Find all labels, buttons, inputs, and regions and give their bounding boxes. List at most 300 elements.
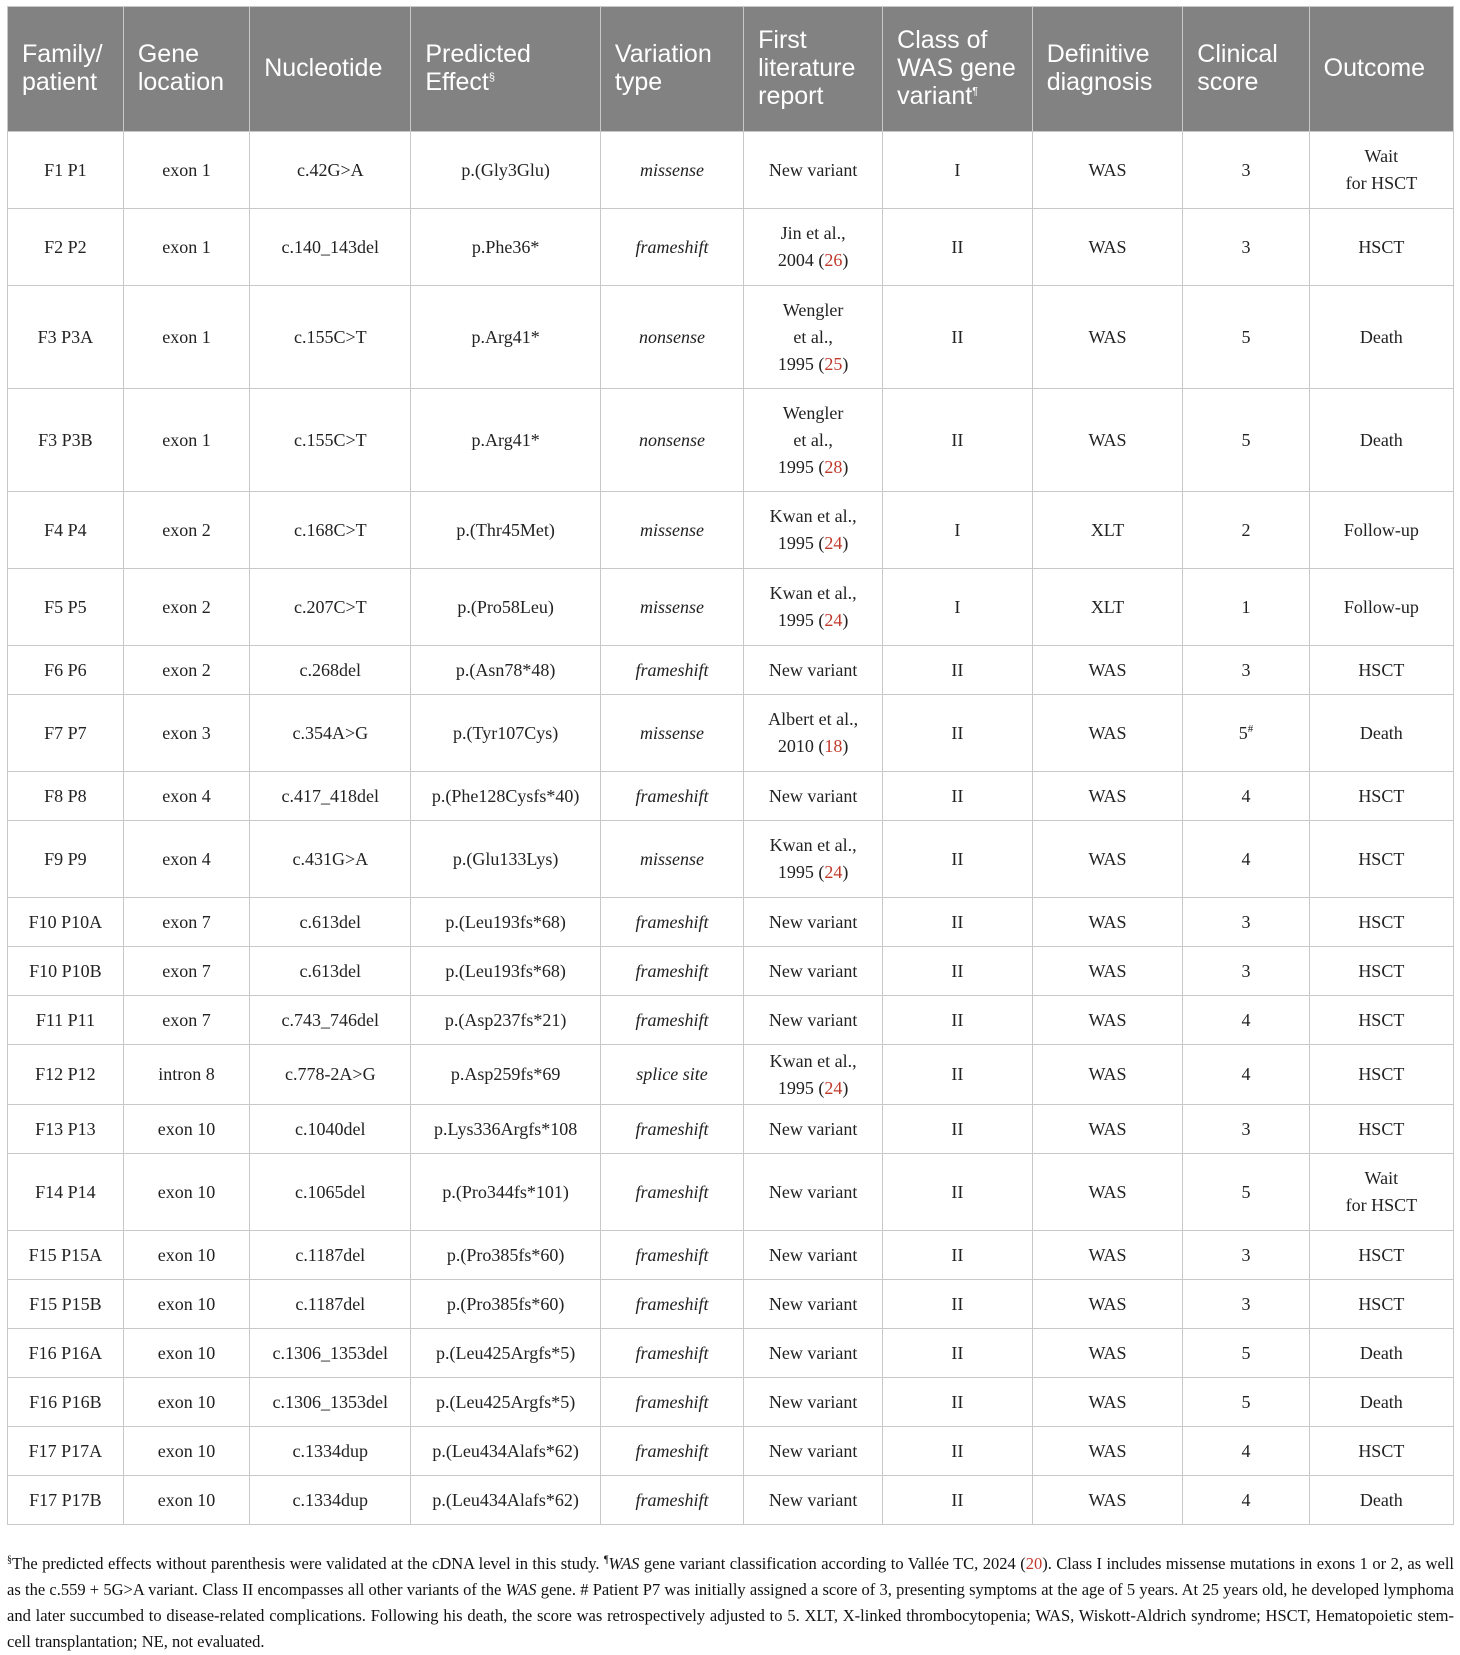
cell-patient: F2 P2 bbox=[8, 209, 124, 286]
cell-patient: F6 P6 bbox=[8, 646, 124, 695]
cell-diagnosis: WAS bbox=[1032, 1329, 1183, 1378]
cell-nucleotide: c.268del bbox=[250, 646, 411, 695]
score-value: 3 bbox=[1241, 1244, 1251, 1265]
cell-effect: p.(Leu193fs*68) bbox=[411, 947, 601, 996]
cell-class: II bbox=[883, 1280, 1033, 1329]
report-text: 1995 bbox=[777, 456, 814, 477]
cell-diagnosis: WAS bbox=[1032, 772, 1183, 821]
score-value: 5 bbox=[1241, 429, 1251, 450]
cell-class: II bbox=[883, 1105, 1033, 1154]
cell-diagnosis: WAS bbox=[1032, 1427, 1183, 1476]
cell-patient: F10 P10B bbox=[8, 947, 124, 996]
table-row bbox=[8, 1329, 1454, 1378]
cell-outcome bbox=[1309, 132, 1453, 209]
cell-class: II bbox=[883, 389, 1033, 492]
cell-outcome: HSCT bbox=[1309, 1231, 1453, 1280]
header-class bbox=[883, 7, 1033, 132]
cell-patient: F16 P16A bbox=[8, 1329, 124, 1378]
cell-effect: p.Lys336Argfs*108 bbox=[411, 1105, 601, 1154]
report-text: Jin et al., bbox=[780, 223, 846, 243]
cell-effect: p.(Tyr107Cys) bbox=[411, 695, 601, 772]
report-text: 1995 bbox=[777, 533, 814, 553]
cell-effect: p.(Leu434Alafs*62) bbox=[411, 1476, 601, 1525]
report-text: 1995 bbox=[777, 1077, 814, 1098]
cell-class: II bbox=[883, 947, 1033, 996]
score-value: 3 bbox=[1241, 1293, 1251, 1314]
header-effect-label: Predicted Effect bbox=[425, 40, 531, 96]
cell-score bbox=[1183, 1154, 1309, 1231]
table-row bbox=[8, 772, 1454, 821]
cell-effect: p.(Asn78*48) bbox=[411, 646, 601, 695]
cell-location: exon 2 bbox=[123, 646, 249, 695]
cell-outcome: Death bbox=[1309, 1476, 1453, 1525]
score-value: 4 bbox=[1241, 1440, 1251, 1461]
cell-variation-type: frameshift bbox=[600, 1154, 743, 1231]
cell-nucleotide: c.1040del bbox=[250, 1105, 411, 1154]
cell-patient: F17 P17A bbox=[8, 1427, 124, 1476]
cell-outcome: HSCT bbox=[1309, 1105, 1453, 1154]
cell-variation-type: frameshift bbox=[600, 1427, 743, 1476]
cell-patient: F5 P5 bbox=[8, 569, 124, 646]
was-variant-table bbox=[7, 6, 1454, 1525]
cell-score bbox=[1183, 1427, 1309, 1476]
cell-report: Albert et al., 2010 (18) bbox=[744, 695, 883, 772]
cell-location: exon 3 bbox=[123, 695, 249, 772]
cell-class: I bbox=[883, 492, 1033, 569]
table-row bbox=[8, 947, 1454, 996]
cell-score bbox=[1183, 569, 1309, 646]
report-text: Wengler bbox=[782, 299, 844, 320]
cell-diagnosis: WAS bbox=[1032, 389, 1183, 492]
cell-nucleotide: c.1306_1353del bbox=[250, 1378, 411, 1427]
cell-report: New variant bbox=[744, 1378, 883, 1427]
table-row bbox=[8, 389, 1454, 492]
outcome-part: Wait bbox=[1364, 1168, 1399, 1188]
cell-class: II bbox=[883, 1427, 1033, 1476]
reference-link[interactable]: 25 bbox=[824, 353, 843, 374]
table-row bbox=[8, 1378, 1454, 1427]
cell-patient: F17 P17B bbox=[8, 1476, 124, 1525]
cell-diagnosis: WAS bbox=[1032, 996, 1183, 1045]
cell-report: New variant bbox=[744, 132, 883, 209]
cell-report: Kwan et al., 1995 (24) bbox=[744, 492, 883, 569]
cell-report: New variant bbox=[744, 996, 883, 1045]
cell-location: exon 2 bbox=[123, 569, 249, 646]
table-body bbox=[8, 132, 1454, 1525]
reference-link[interactable]: 24 bbox=[824, 862, 843, 882]
cell-score bbox=[1183, 1105, 1309, 1154]
cell-report: New variant bbox=[744, 1476, 883, 1525]
cell-location: exon 4 bbox=[123, 772, 249, 821]
cell-variation-type: frameshift bbox=[600, 947, 743, 996]
cell-nucleotide: c.1334dup bbox=[250, 1427, 411, 1476]
outcome-part: Wait bbox=[1364, 146, 1399, 166]
cell-location: exon 10 bbox=[123, 1154, 249, 1231]
cell-class: II bbox=[883, 821, 1033, 898]
reference-link[interactable]: 28 bbox=[824, 456, 843, 477]
cell-patient: F13 P13 bbox=[8, 1105, 124, 1154]
footnote-text-1: The predicted effects without parenthesis were validated at the cDNA level in this study. bbox=[12, 1554, 604, 1573]
cell-outcome: HSCT bbox=[1309, 772, 1453, 821]
cell-location: exon 7 bbox=[123, 898, 249, 947]
cell-variation-type: frameshift bbox=[600, 898, 743, 947]
cell-report: Kwan et al., 1995 (24) bbox=[744, 821, 883, 898]
cell-diagnosis: WAS bbox=[1032, 821, 1183, 898]
cell-score bbox=[1183, 492, 1309, 569]
cell-patient: F15 P15A bbox=[8, 1231, 124, 1280]
cell-nucleotide: c.140_143del bbox=[250, 209, 411, 286]
cell-nucleotide: c.1065del bbox=[250, 1154, 411, 1231]
cell-class: II bbox=[883, 1329, 1033, 1378]
header-diagnosis: Definitive diagnosis bbox=[1032, 7, 1183, 132]
cell-location: exon 10 bbox=[123, 1105, 249, 1154]
cell-effect: p.(Glu133Lys) bbox=[411, 821, 601, 898]
cell-diagnosis: WAS bbox=[1032, 898, 1183, 947]
score-value: 1 bbox=[1241, 596, 1251, 617]
cell-class: I bbox=[883, 569, 1033, 646]
score-value: 4 bbox=[1241, 1489, 1251, 1510]
score-value: 3 bbox=[1241, 236, 1251, 257]
cell-effect: p.Arg41* bbox=[411, 286, 601, 389]
cell-diagnosis: XLT bbox=[1032, 492, 1183, 569]
cell-location: exon 10 bbox=[123, 1378, 249, 1427]
cell-variation-type: nonsense bbox=[600, 286, 743, 389]
cell-location: exon 10 bbox=[123, 1476, 249, 1525]
reference-link[interactable]: 26 bbox=[824, 250, 843, 270]
reference-link[interactable]: 24 bbox=[824, 1077, 843, 1098]
cell-effect: p.Phe36* bbox=[411, 209, 601, 286]
variant-table-container bbox=[7, 6, 1454, 1525]
report-text: Kwan et al., bbox=[769, 506, 857, 526]
cell-score bbox=[1183, 1378, 1309, 1427]
footnote-mark-pilcrow: ¶ bbox=[603, 1554, 609, 1566]
cell-patient: F9 P9 bbox=[8, 821, 124, 898]
cell-location: exon 10 bbox=[123, 1280, 249, 1329]
cell-effect: p.(Leu434Alafs*62) bbox=[411, 1427, 601, 1476]
cell-score bbox=[1183, 646, 1309, 695]
cell-nucleotide: c.613del bbox=[250, 947, 411, 996]
cell-report: Wengler et al., 1995 (28) bbox=[744, 389, 883, 492]
footnote-was-italic: WAS bbox=[608, 1554, 640, 1573]
cell-location: exon 1 bbox=[123, 209, 249, 286]
report-text: 2010 bbox=[777, 736, 814, 756]
table-row bbox=[8, 898, 1454, 947]
cell-score bbox=[1183, 1231, 1309, 1280]
score-value: 5 bbox=[1241, 1342, 1251, 1363]
cell-patient: F16 P16B bbox=[8, 1378, 124, 1427]
cell-class: II bbox=[883, 1378, 1033, 1427]
cell-diagnosis: WAS bbox=[1032, 1280, 1183, 1329]
cell-report: New variant bbox=[744, 1105, 883, 1154]
cell-report: New variant bbox=[744, 898, 883, 947]
footnote-text-4: gene. # Patient P7 was initially assigned a score of 3, presenting symptoms at the age of 5 years. At 25 years old, he developed lymphoma and later succumbed to disease-related complications. Following his death, the score was retrospectively adjusted to 5. XLT, X-linked thrombocytopenia; WAS, Wiskott-Aldrich syndrome; HSCT, Hematopoietic stem-cell transplantation; NE, not evaluated. bbox=[7, 1580, 1454, 1651]
cell-class: II bbox=[883, 1045, 1033, 1105]
header-effect bbox=[411, 7, 601, 132]
cell-outcome: HSCT bbox=[1309, 947, 1453, 996]
score-value: 2 bbox=[1241, 519, 1251, 540]
table-row bbox=[8, 1105, 1454, 1154]
report-text: Kwan et al., bbox=[769, 1050, 857, 1071]
cell-variation-type: missense bbox=[600, 695, 743, 772]
cell-outcome: Follow-up bbox=[1309, 569, 1453, 646]
cell-diagnosis: WAS bbox=[1032, 286, 1183, 389]
cell-patient: F15 P15B bbox=[8, 1280, 124, 1329]
score-value: 3 bbox=[1241, 911, 1251, 932]
cell-outcome: Death bbox=[1309, 1378, 1453, 1427]
score-value: 4 bbox=[1241, 1064, 1251, 1084]
cell-diagnosis: WAS bbox=[1032, 646, 1183, 695]
cell-effect: p.Asp259fs*69 bbox=[411, 1045, 601, 1105]
cell-variation-type: nonsense bbox=[600, 389, 743, 492]
cell-report: New variant bbox=[744, 772, 883, 821]
cell-effect: p.(Gly3Glu) bbox=[411, 132, 601, 209]
table-row bbox=[8, 209, 1454, 286]
footnote-was-italic-2: WAS bbox=[505, 1580, 537, 1599]
cell-outcome: HSCT bbox=[1309, 821, 1453, 898]
table-row bbox=[8, 1231, 1454, 1280]
cell-location: exon 1 bbox=[123, 132, 249, 209]
cell-variation-type: missense bbox=[600, 132, 743, 209]
cell-diagnosis: WAS bbox=[1032, 1045, 1183, 1105]
cell-effect: p.(Asp237fs*21) bbox=[411, 996, 601, 1045]
cell-class: II bbox=[883, 695, 1033, 772]
footnote-text-2: gene variant classification according to Vallée TC, 2024 ( bbox=[639, 1554, 1026, 1573]
report-text: Kwan et al., bbox=[769, 583, 857, 603]
cell-report: Kwan et al., 1995 (24) bbox=[744, 1045, 883, 1105]
cell-effect: p.(Leu425Argfs*5) bbox=[411, 1329, 601, 1378]
reference-link[interactable]: 18 bbox=[824, 736, 843, 756]
header-score: Clinical score bbox=[1183, 7, 1309, 132]
header-outcome: Outcome bbox=[1309, 7, 1453, 132]
score-value: 5 bbox=[1241, 1391, 1251, 1412]
cell-nucleotide: c.155C>T bbox=[250, 389, 411, 492]
table-row bbox=[8, 1280, 1454, 1329]
cell-outcome: Death bbox=[1309, 1329, 1453, 1378]
cell-patient: F3 P3B bbox=[8, 389, 124, 492]
cell-class: II bbox=[883, 286, 1033, 389]
cell-patient: F4 P4 bbox=[8, 492, 124, 569]
table-row bbox=[8, 132, 1454, 209]
cell-score bbox=[1183, 772, 1309, 821]
report-text: Wengler bbox=[782, 402, 844, 423]
cell-location: exon 4 bbox=[123, 821, 249, 898]
cell-diagnosis: WAS bbox=[1032, 1476, 1183, 1525]
header-row bbox=[8, 7, 1454, 132]
table-row bbox=[8, 286, 1454, 389]
cell-diagnosis: WAS bbox=[1032, 1105, 1183, 1154]
cell-patient: F3 P3A bbox=[8, 286, 124, 389]
cell-effect: p.(Leu193fs*68) bbox=[411, 898, 601, 947]
cell-score bbox=[1183, 1476, 1309, 1525]
cell-variation-type: frameshift bbox=[600, 996, 743, 1045]
cell-report: New variant bbox=[744, 947, 883, 996]
cell-score bbox=[1183, 821, 1309, 898]
header-type: Variation type bbox=[600, 7, 743, 132]
cell-report: New variant bbox=[744, 1231, 883, 1280]
cell-class: II bbox=[883, 898, 1033, 947]
cell-outcome: HSCT bbox=[1309, 898, 1453, 947]
cell-effect: p.(Pro344fs*101) bbox=[411, 1154, 601, 1231]
cell-diagnosis: WAS bbox=[1032, 132, 1183, 209]
table-row bbox=[8, 569, 1454, 646]
report-text: 1995 bbox=[777, 353, 814, 374]
cell-outcome: Death bbox=[1309, 389, 1453, 492]
cell-report: Wengler et al., 1995 (25) bbox=[744, 286, 883, 389]
cell-variation-type: splice site bbox=[600, 1045, 743, 1105]
cell-report: New variant bbox=[744, 1280, 883, 1329]
table-row bbox=[8, 821, 1454, 898]
cell-effect: p.Arg41* bbox=[411, 389, 601, 492]
cell-nucleotide: c.168C>T bbox=[250, 492, 411, 569]
cell-diagnosis: XLT bbox=[1032, 569, 1183, 646]
cell-nucleotide: c.613del bbox=[250, 898, 411, 947]
cell-outcome bbox=[1309, 1154, 1453, 1231]
score-value: 5 bbox=[1241, 1181, 1251, 1202]
table-row bbox=[8, 646, 1454, 695]
cell-location: exon 10 bbox=[123, 1329, 249, 1378]
cell-variation-type: missense bbox=[600, 569, 743, 646]
cell-score bbox=[1183, 389, 1309, 492]
cell-nucleotide: c.155C>T bbox=[250, 286, 411, 389]
header-patient: Family/ patient bbox=[8, 7, 124, 132]
cell-class: II bbox=[883, 646, 1033, 695]
cell-nucleotide: c.743_746del bbox=[250, 996, 411, 1045]
cell-variation-type: frameshift bbox=[600, 646, 743, 695]
cell-score bbox=[1183, 286, 1309, 389]
cell-variation-type: missense bbox=[600, 492, 743, 569]
cell-variation-type: frameshift bbox=[600, 209, 743, 286]
outcome-part: for HSCT bbox=[1345, 1195, 1418, 1215]
cell-report: New variant bbox=[744, 1329, 883, 1378]
cell-outcome: HSCT bbox=[1309, 1280, 1453, 1329]
cell-class: II bbox=[883, 772, 1033, 821]
cell-score bbox=[1183, 1045, 1309, 1105]
header-class-label: Class of WAS gene variant bbox=[897, 26, 1016, 110]
cell-variation-type: frameshift bbox=[600, 1280, 743, 1329]
report-text: 2004 bbox=[777, 250, 814, 270]
table-row bbox=[8, 996, 1454, 1045]
score-value: 4 bbox=[1241, 785, 1251, 806]
score-value: 5 bbox=[1241, 326, 1251, 347]
cell-outcome: Death bbox=[1309, 695, 1453, 772]
cell-score bbox=[1183, 947, 1309, 996]
cell-diagnosis: WAS bbox=[1032, 1154, 1183, 1231]
cell-variation-type: frameshift bbox=[600, 772, 743, 821]
cell-score bbox=[1183, 209, 1309, 286]
cell-diagnosis: WAS bbox=[1032, 1378, 1183, 1427]
cell-patient: F11 P11 bbox=[8, 996, 124, 1045]
report-text: et al., bbox=[793, 429, 833, 450]
cell-effect: p.(Pro385fs*60) bbox=[411, 1280, 601, 1329]
cell-class: II bbox=[883, 1476, 1033, 1525]
score-value: 3 bbox=[1241, 159, 1251, 180]
cell-patient: F10 P10A bbox=[8, 898, 124, 947]
cell-outcome: Death bbox=[1309, 286, 1453, 389]
score-footnote-mark: # bbox=[1247, 722, 1254, 735]
cell-location: exon 7 bbox=[123, 996, 249, 1045]
table-row bbox=[8, 1045, 1454, 1105]
reference-link[interactable]: 24 bbox=[824, 610, 843, 630]
cell-nucleotide: c.417_418del bbox=[250, 772, 411, 821]
table-row bbox=[8, 1476, 1454, 1525]
cell-nucleotide: c.42G>A bbox=[250, 132, 411, 209]
cell-patient: F12 P12 bbox=[8, 1045, 124, 1105]
cell-score bbox=[1183, 1329, 1309, 1378]
cell-variation-type: frameshift bbox=[600, 1105, 743, 1154]
cell-report: New variant bbox=[744, 1154, 883, 1231]
cell-class: I bbox=[883, 132, 1033, 209]
cell-diagnosis: WAS bbox=[1032, 209, 1183, 286]
cell-effect: p.(Pro385fs*60) bbox=[411, 1231, 601, 1280]
cell-report: Kwan et al., 1995 (24) bbox=[744, 569, 883, 646]
footnote-ref-link[interactable]: 20 bbox=[1025, 1554, 1043, 1573]
cell-nucleotide: c.1334dup bbox=[250, 1476, 411, 1525]
cell-location: exon 2 bbox=[123, 492, 249, 569]
cell-variation-type: frameshift bbox=[600, 1231, 743, 1280]
report-text: et al., bbox=[793, 326, 833, 347]
cell-effect: p.(Leu425Argfs*5) bbox=[411, 1378, 601, 1427]
score-value: 5 bbox=[1238, 722, 1248, 743]
cell-nucleotide: c.1187del bbox=[250, 1280, 411, 1329]
cell-score bbox=[1183, 1280, 1309, 1329]
cell-outcome: HSCT bbox=[1309, 209, 1453, 286]
cell-nucleotide: c.778-2A>G bbox=[250, 1045, 411, 1105]
cell-nucleotide: c.207C>T bbox=[250, 569, 411, 646]
cell-variation-type: missense bbox=[600, 821, 743, 898]
cell-effect: p.(Thr45Met) bbox=[411, 492, 601, 569]
cell-outcome: HSCT bbox=[1309, 996, 1453, 1045]
cell-effect: p.(Pro58Leu) bbox=[411, 569, 601, 646]
header-nucleotide: Nucleotide bbox=[250, 7, 411, 132]
reference-link[interactable]: 24 bbox=[824, 533, 843, 553]
table-row bbox=[8, 1427, 1454, 1476]
table-row bbox=[8, 695, 1454, 772]
cell-patient: F1 P1 bbox=[8, 132, 124, 209]
cell-variation-type: frameshift bbox=[600, 1329, 743, 1378]
cell-class: II bbox=[883, 996, 1033, 1045]
header-class-mark: ¶ bbox=[972, 85, 979, 98]
score-value: 3 bbox=[1241, 659, 1251, 680]
cell-score bbox=[1183, 898, 1309, 947]
cell-patient: F8 P8 bbox=[8, 772, 124, 821]
cell-report: New variant bbox=[744, 646, 883, 695]
cell-report: Jin et al., 2004 (26) bbox=[744, 209, 883, 286]
cell-effect: p.(Phe128Cysfs*40) bbox=[411, 772, 601, 821]
score-value: 4 bbox=[1241, 1009, 1251, 1030]
score-value: 4 bbox=[1241, 848, 1251, 869]
cell-score bbox=[1183, 996, 1309, 1045]
cell-nucleotide: c.1187del bbox=[250, 1231, 411, 1280]
score-value: 3 bbox=[1241, 960, 1251, 981]
cell-report: New variant bbox=[744, 1427, 883, 1476]
cell-nucleotide: c.431G>A bbox=[250, 821, 411, 898]
cell-patient: F14 P14 bbox=[8, 1154, 124, 1231]
footnote-mark-section: § bbox=[7, 1554, 12, 1566]
cell-variation-type: frameshift bbox=[600, 1378, 743, 1427]
cell-location: exon 10 bbox=[123, 1231, 249, 1280]
header-effect-mark: § bbox=[488, 71, 495, 84]
cell-location: exon 1 bbox=[123, 389, 249, 492]
cell-nucleotide: c.1306_1353del bbox=[250, 1329, 411, 1378]
header-location: Gene location bbox=[123, 7, 249, 132]
cell-location: exon 7 bbox=[123, 947, 249, 996]
cell-location: exon 10 bbox=[123, 1427, 249, 1476]
footnote-text-3: ). Class I includes missense mutations in exons 1 or 2, as well as the c.559 + 5G>A variant. Class II encompasses all other variants of the bbox=[7, 1554, 1454, 1599]
header-report: First literature report bbox=[744, 7, 883, 132]
cell-location: exon 1 bbox=[123, 286, 249, 389]
cell-outcome: HSCT bbox=[1309, 646, 1453, 695]
table-row bbox=[8, 492, 1454, 569]
